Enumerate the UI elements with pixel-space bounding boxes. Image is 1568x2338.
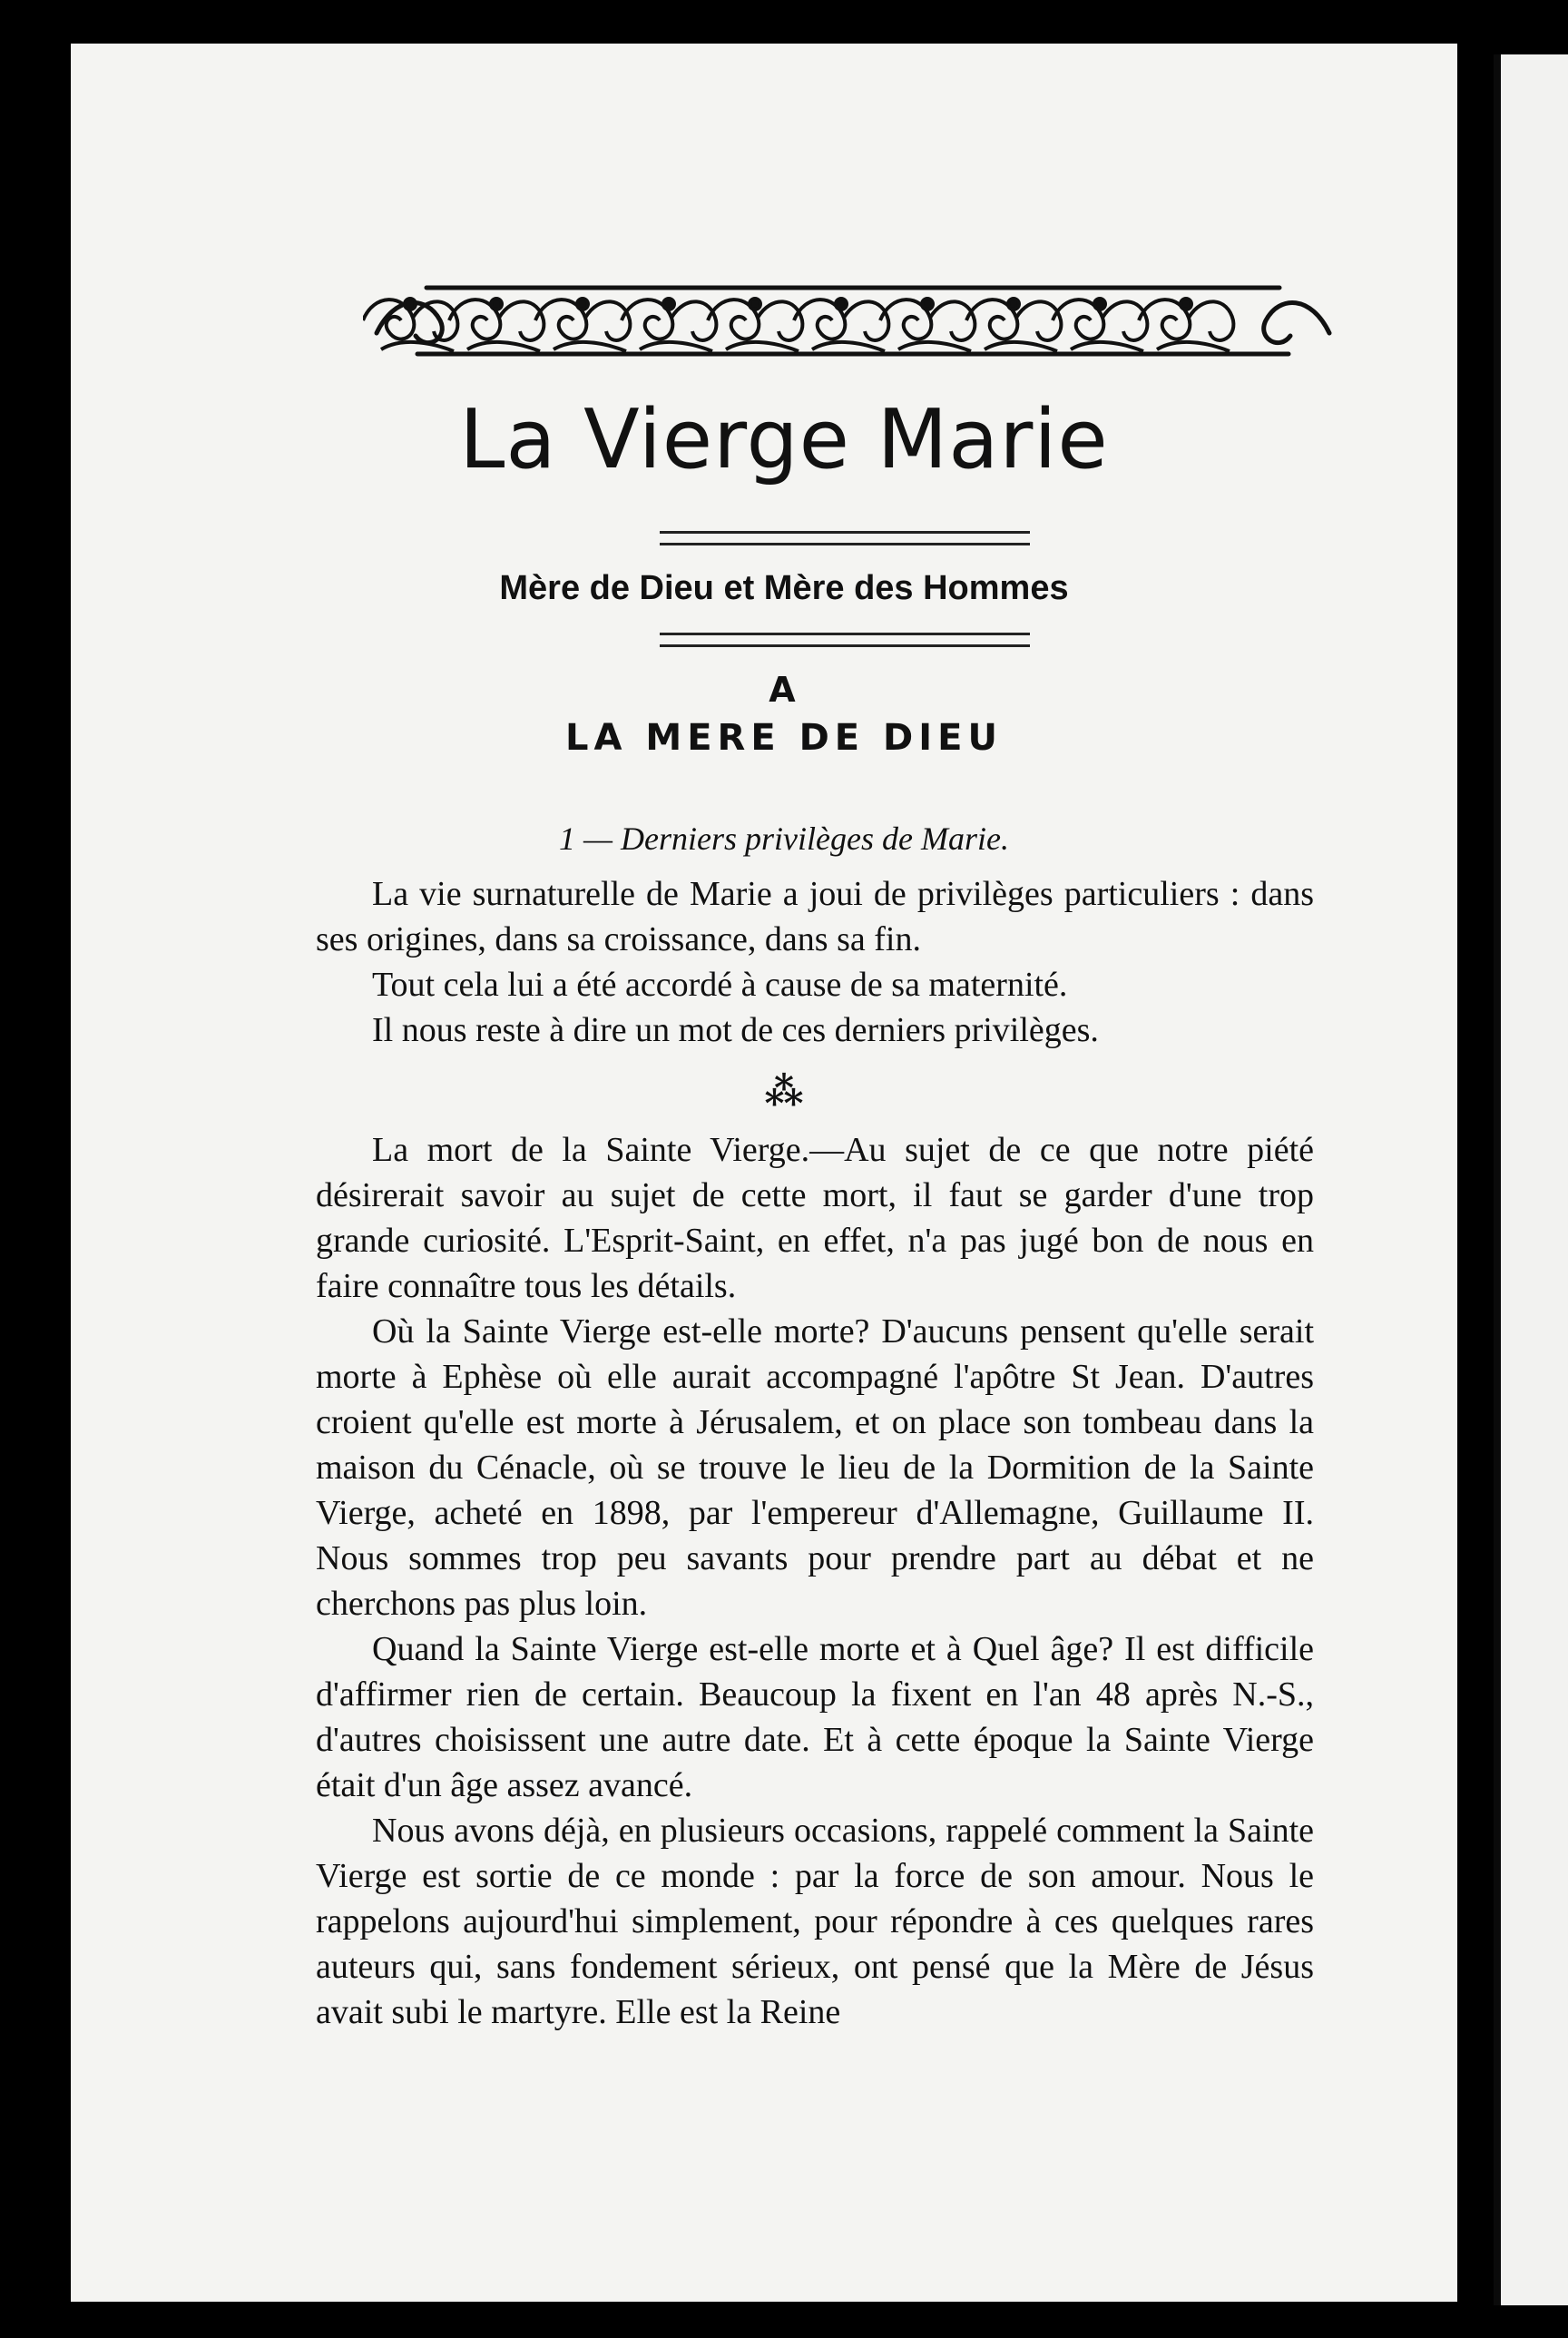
paragraph: La vie surnaturelle de Marie a joui de privilèges particuliers : dans ses origines, dans sa croissance, dans sa fin.	[316, 875, 1314, 958]
asterism: ⁂	[764, 1072, 804, 1114]
part-letter: A	[769, 670, 799, 710]
paragraph: Nous avons déjà, en plusieurs occasions, rappelé comment la Sainte Vierge est sortie de ce monde : par la force de son amour. Nous le rappelons aujourd'hui simplement, pour répondre à ces quelques rares auteurs qui, sans fondement sérieux, ont pensé que la Mère de Jésus avait subi le martyre. Elle est la Reine	[316, 1812, 1314, 2031]
intro-text	[316, 871, 1314, 1053]
subtitle: Mère de Dieu et Mère des Hommes	[499, 569, 1069, 607]
page-edge-rule	[1494, 54, 1501, 2305]
paragraph: La mort de la Sainte Vierge.—Au sujet de ce que notre piété désirerait savoir au sujet de cette mort, il faut se garder d'une trop grande curiosité. L'Esprit-Saint, en effet, n'a pas jugé bon de nous en faire connaître tous les détails.	[316, 1131, 1314, 1305]
paragraph: Où la Sainte Vierge est-elle morte? D'aucuns pensent qu'elle serait morte à Ephèse où elle aurait accompagné l'apôtre St Jean. D'autres croient qu'elle est morte à Jérusalem, et on place son tombeau dans la maison du Cénacle, où se trouve le lieu de la Dormition de la Sainte Vierge, acheté en 1898, par l'empereur d'Allemagne, Guillaume II. Nous sommes trop peu savants pour prendre part au débat et ne cherchons pas plus loin.	[316, 1312, 1314, 1623]
paragraph: Il nous reste à dire un mot de ces derniers privilèges.	[372, 1011, 1099, 1049]
part-title: LA MERE DE DIEU	[565, 717, 1003, 759]
double-rule-top	[660, 531, 1030, 555]
paragraph: Quand la Sainte Vierge est-elle morte et à Quel âge? Il est difficile d'affirmer rien de certain. Beaucoup la fixent en l'an 48 après N.-S., d'autres choisissent une autre date. Et à cette époque la Sainte Vierge était d'un âge assez avancé.	[316, 1630, 1314, 1804]
page-title: La Vierge Marie	[459, 392, 1109, 487]
decorative-headpiece-ornament	[363, 268, 1343, 372]
section-heading: 1 — Derniers privilèges de Marie.	[559, 820, 1009, 857]
paragraph: Tout cela lui a été accordé à cause de sa maternité.	[372, 966, 1068, 1004]
double-rule-bottom	[660, 633, 1030, 656]
facing-page-edge	[1494, 54, 1568, 2305]
body-text	[316, 1127, 1314, 2035]
